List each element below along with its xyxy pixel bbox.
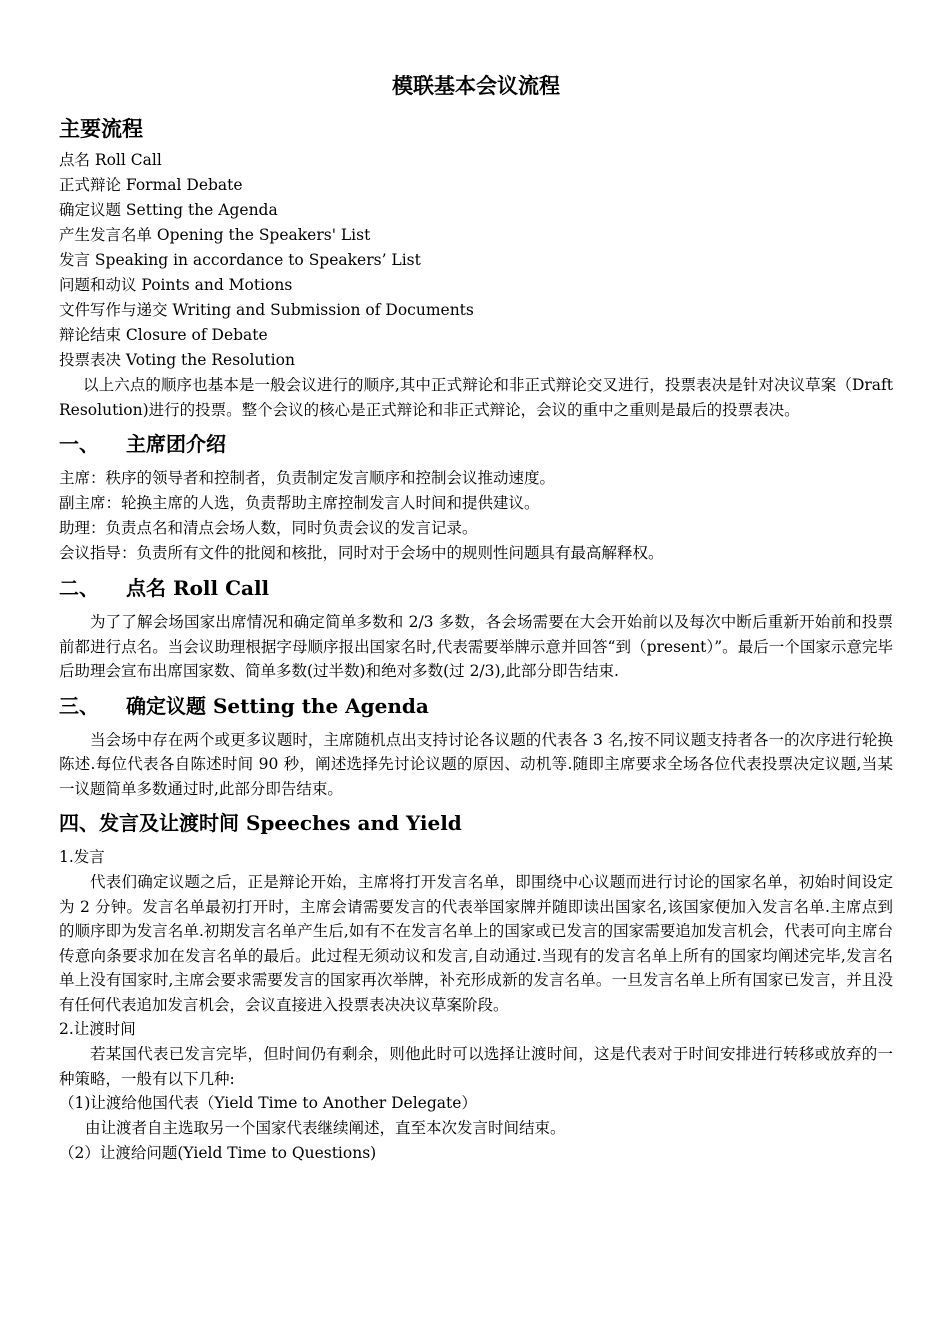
section-number: 一、 [59,432,99,456]
yield-paragraph: 若某国代表已发言完毕，但时间仍有剩余，则他此时可以选择让渡时间，这是代表对于时间安排进行转移或放弃的一种策略，一般有以下几种: [59,1045,893,1088]
agenda-paragraph: 当会场中存在两个或更多议题时，主席随机点出支持讨论各议题的代表各 3 名,按不同议题支持者各一的次序进行轮换陈述.每位代表各自陈述时间 90 秒，阐述选择先讨论议题的原因、动机等.随即主席要求全场各位代表投票决定议题,当某一议题简单多数通过时,此部分即告结束。 [59,730,893,798]
flow-item: 产生发言名单 Opening the Speakers' List [59,226,371,244]
section-title: 主席团介绍 [126,432,226,456]
intro-paragraph: 以上六点的顺序也基本是一般会议进行的顺序,其中正式辩论和非正式辩论交叉进行，投票表决是针对决议草案（Draft Resolution)进行的投票。整个会议的核心是正式辩论和非正式辩论，会议的重中之重则是最后的投票表决。 [59,376,893,419]
flow-item: 发言 Speaking in accordance to Speakers’ List [59,251,421,269]
document-title: 模联基本会议流程 [392,73,560,98]
section-heading-speeches [59,809,893,837]
flow-item: 辩论结束 Closure of Debate [59,326,268,344]
main-process-heading: 主要流程 [59,116,143,141]
flow-item: 正式辩论 Formal Debate [59,176,243,194]
section-heading-presidium [59,430,893,458]
presidium-line: 会议指导：负责所有文件的批阅和核批，同时对于会场中的规则性问题具有最高解释权。 [59,544,664,562]
flow-item: 投票表决 Voting the Resolution [59,351,295,369]
section-number: 二、 [59,576,99,600]
section-title: 点名 Roll Call [126,576,270,600]
yield-option-description: 由让渡者自主选取另一个国家代表继续阐述，直至本次发言时间结束。 [85,1119,566,1137]
subsection-speech: 1.发言 [59,848,105,866]
presidium-line: 副主席：轮换主席的人选，负责帮助主席控制发言人时间和提供建议。 [59,494,540,512]
flow-list [59,148,893,373]
section-number: 三、 [59,693,99,718]
flow-item: 确定议题 Setting the Agenda [59,201,278,219]
yield-option: （2）让渡给问题(Yield Time to Questions) [59,1144,377,1162]
document-page [59,70,893,1166]
section-heading-roll-call [59,574,893,602]
subsection-yield: 2.让渡时间 [59,1020,136,1038]
section-title: 四、发言及让渡时间 Speeches and Yield [59,811,462,835]
section-title: 确定议题 Setting the Agenda [126,693,429,718]
flow-item: 文件写作与递交 Writing and Submission of Documents [59,301,474,319]
presidium-line: 主席：秩序的领导者和控制者，负责制定发言顺序和控制会议推动速度。 [59,469,556,487]
flow-item: 点名 Roll Call [59,151,162,169]
roll-call-paragraph: 为了了解会场国家出席情况和确定简单多数和 2/3 多数，各会场需要在大会开始前以及每次中断后重新开始前和投票前都进行点名。当会议助理根据字母顺序报出国家名时,代表需要举牌示意并回答“到（present）”。最后一个国家示意完毕后助理会宣布出席国家数、简单多数(过半数)和绝对多数(过 2/3),此部分即告结束. [59,613,893,680]
speech-paragraph: 代表们确定议题之后，正是辩论开始，主席将打开发言名单，即围绕中心议题而进行讨论的国家名单，初始时间设定为 2 分钟。发言名单最初打开时，主席会请需要发言的代表举国家牌并随即读出国家名,该国家便加入发言名单.主席点到的顺序即为发言名单.初期发言名单产生后,如有不在发言名单上的国家或已发言的国家需要追加发言机会，代表可向主席台传意向条要求加在发言名单的最后。此过程无须动议和发言,自动通过.当现有的发言名单上所有的国家均阐述完毕,发言名单上没有国家时,主席会要求需要发言的国家再次举牌，补充形成新的发言名单。一旦发言名单上所有国家已发言，并且没有任何代表追加发言机会，会议直接进入投票表决决议草案阶段。 [59,873,893,1014]
presidium-line: 助理：负责点名和清点会场人数，同时负责会议的发言记录。 [59,519,478,537]
yield-option: （1)让渡给他国代表（Yield Time to Another Delegate） [59,1094,477,1112]
flow-item: 问题和动议 Points and Motions [59,276,293,294]
section-heading-agenda [59,692,893,720]
